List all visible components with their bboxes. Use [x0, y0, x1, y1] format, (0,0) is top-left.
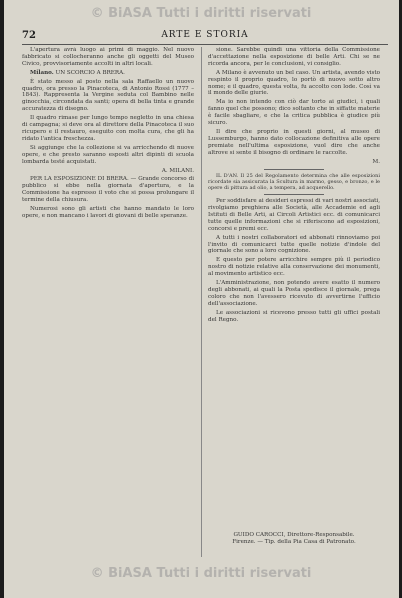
page-header	[22, 30, 388, 45]
paragraph: È stato messo al posto nella sala Raffaello un nuovo quadro, ora presso la Pinacoteca, di Antonio Rossi (1777 – 1843). Rappresenta la Vergine seduta col Bambino nelle ginocchia, circondata da santi; opera di bella tinta e grande accuratezza di disegno.	[22, 78, 194, 113]
paragraph: A tutti i nostri collaboratori ed abbonati rinnoviamo poi l'invito di comunicarci tutte quelle notizie d'indole del giornale che sono a loro cognizione.	[208, 234, 380, 255]
watermark-bottom: © BiASA Tutti i diritti riservati	[90, 566, 312, 581]
paragraph: Si aggiunge che la collezione si va arricchendo di nuove opere, e che presto saranno esposti altri dipinti di scuola lombarda testé acquistati.	[22, 144, 194, 165]
section-city: Milano.	[30, 69, 54, 76]
paragraph: Le associazioni si ricevono presso tutti gli uffici postali del Regno.	[208, 309, 380, 323]
imprint	[208, 532, 380, 546]
column-divider	[201, 47, 202, 557]
section-title: UN SCORCIO A BRERA.	[55, 69, 125, 76]
section-paragraph	[22, 70, 194, 77]
paragraph: Ma io non intendo con ciò dar torto ai giudici, i quali fanno quel che possono; dico soltanto che in siffatte materie è facile sbagliare, e che la critica pubblica è giudice più sicuro.	[208, 99, 380, 127]
left-column	[22, 47, 194, 557]
editor-line: GUIDO CAROCCI, Direttore-Responsabile.	[233, 532, 355, 538]
running-title: ARTE E STORIA	[161, 30, 249, 40]
signature: A. MILANI.	[161, 167, 194, 174]
paragraph: Il dire che proprio in questi giorni, al museo di Lussemburgo, hanno dato collocazione definitiva alle opere premiate nell'ultima esposizione, vuol dire che anche altrove si sente il bisogno di ordinare le raccolte.	[208, 128, 380, 156]
scan-edge-left	[0, 0, 4, 598]
paragraph: PER LA ESPOSIZIONE DI BRERA. — Grande concorso di pubblico si ebbe nella giornata d'apertura, e la Commissione ha espresso il voto che si possa prolungare il termine della chiusura.	[22, 176, 194, 204]
separator-rule	[264, 194, 324, 195]
watermark-top: © BiASA Tutti i diritti riservati	[90, 6, 312, 21]
printer-line: Firenze. — Tip. della Pia Casa di Patronato.	[232, 539, 356, 545]
paragraph: A Milano è avvenuto un bel caso. Un artista, avendo visto respinto il proprio quadro, lo portò di nuovo sotto altro nome; e il quadro, questa volta, fu accolto con lode. Così va il mondo delle giurie.	[208, 69, 380, 97]
signature: M.	[372, 158, 380, 165]
paragraph: Per soddisfare ai desideri espressi di vari nostri associati, rivolgiamo preghiera alle Società, alle Accademie ed agli Istituti di Belle Arti, ai Circoli Artistici ecc. di comunicarci tutte quelle informazioni che si riferiscono ad esposizioni, concorsi e premi ecc.	[208, 198, 380, 232]
right-column	[208, 47, 380, 557]
note-paragraph: IL D'AN. Il 25 del Regolamento determina che alle esposizioni ricordate sia assicurata la Scultura in marmo, gesso, e bronzo, e le opere di pittura ad olio, a tempera, ad acquerello.	[208, 172, 380, 191]
paragraph: E questo per potere arricchire sempre più il periodico nostro di notizie relative alla conservazione dei monumenti, al movimento artistico ecc.	[208, 257, 380, 278]
paragraph: L'Amministrazione, non potendo avere esatto il numero degli abbonati, ai quali la Posta spedisce il giornale, prega coloro che non l'avessero ricevuto di avvertirne l'ufficio dell'associazione.	[208, 280, 380, 307]
paragraph: Il quadro rimase per lungo tempo negletto in una chiesa di campagna; si deve ora al direttore della Pinacoteca il suo ricupero e il restauro, eseguito con molta cura, che gli ha ridato l'antica freschezza.	[22, 115, 194, 142]
separator-rule	[264, 169, 324, 170]
paragraph: L'apertura avrà luogo ai primi di maggio. Nel nuovo fabbricato si collocheranno anche gli oggetti del Museo Civico, provvisoriamente accolti in altri locali.	[22, 47, 194, 67]
page-number: 72	[22, 30, 36, 41]
paragraph: Numerosi sono gli artisti che hanno mandato le loro opere, e non mancano i lavori di giovani di belle speranze.	[22, 206, 194, 219]
paragraph: sione. Sarebbe quindi una vittoria della Commissione d'accettazione nella esposizione di belle Arti. Chi se ne ricorda ancora, per le conclusioni, vi consiglio.	[208, 47, 380, 67]
